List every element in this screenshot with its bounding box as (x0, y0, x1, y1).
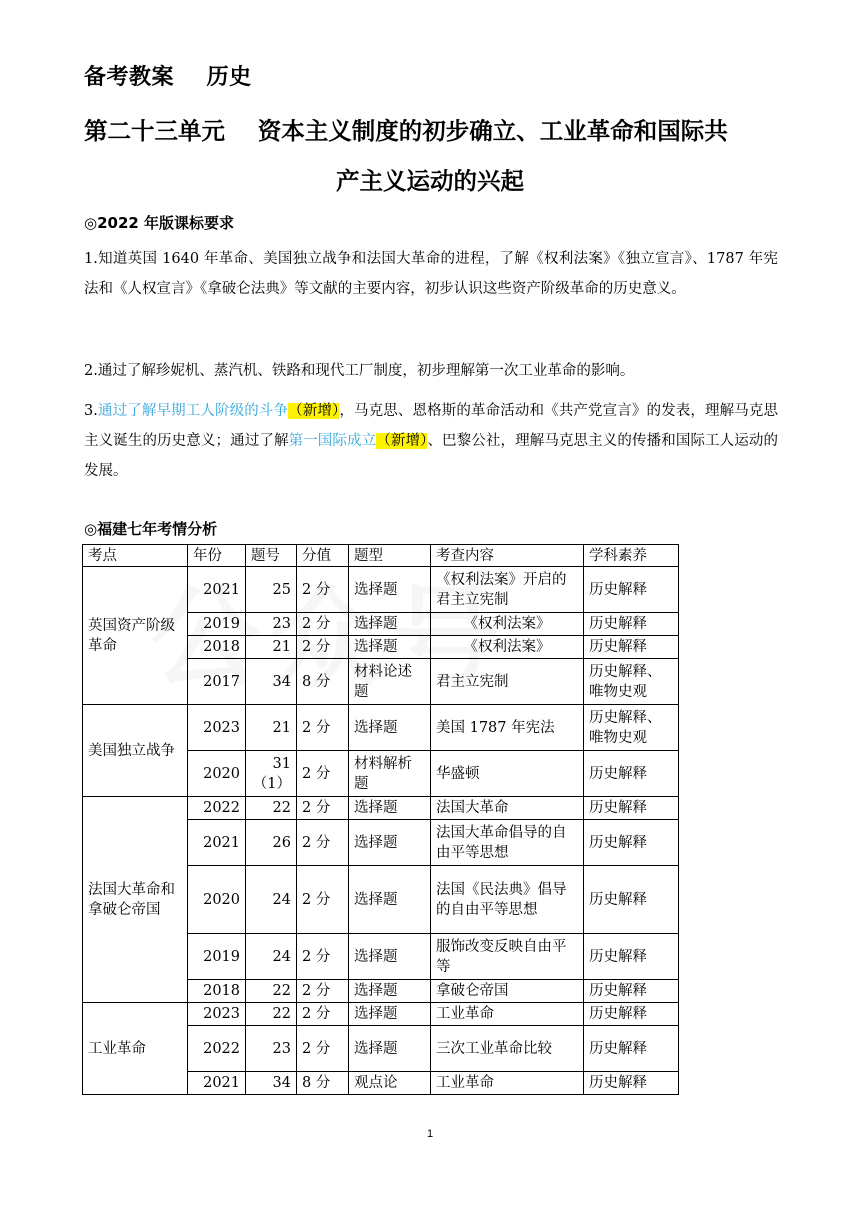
page-number: 1 (426, 1128, 434, 1140)
content-cell: 《权利法案》 (431, 613, 584, 636)
type-cell: 选择题 (349, 1026, 431, 1072)
number-cell: 34 (246, 1072, 297, 1095)
header-topic: 考点 (83, 545, 188, 567)
exam-analysis-table (82, 544, 679, 1095)
score-cell: 8 分 (297, 659, 349, 705)
type-cell: 选择题 (349, 797, 431, 820)
content-cell: 三次工业革命比较 (431, 1026, 584, 1072)
topic-cell: 英国资产阶级革命 (83, 567, 188, 705)
req3-text-2: 、巴黎公社，理解马克思主义的传播和国际工人运动的发展。 (84, 433, 779, 479)
content-cell: 拿破仑帝国 (431, 980, 584, 1003)
number-cell: 26 (246, 820, 297, 866)
score-cell: 2 分 (297, 1026, 349, 1072)
type-cell: 选择题 (349, 567, 431, 613)
literacy-cell: 历史解释 (584, 797, 679, 820)
year-cell: 2021 (188, 820, 246, 866)
type-cell: 选择题 (349, 820, 431, 866)
number-cell: 23 (246, 613, 297, 636)
requirement-1: 1.知道英国 1640 年革命、美国独立战争和法国大革命的进程，了解《权利法案》《独立宣言》、1787 年宪法和《人权宣言》《拿破仑法典》等文献的主要内容，初步认识这些资产阶级革命的历史意义。 (84, 251, 778, 297)
year-cell: 2017 (188, 659, 246, 705)
literacy-cell: 历史解释、唯物史观 (584, 705, 679, 751)
content-cell: 华盛顿 (431, 751, 584, 797)
content-cell: 工业革命 (431, 1003, 584, 1026)
year-cell: 2020 (188, 751, 246, 797)
content-cell: 美国 1787 年宪法 (431, 705, 584, 751)
table-row (83, 705, 679, 751)
literacy-cell: 历史解释 (584, 866, 679, 934)
content-cell: 法国《民法典》倡导的自由平等思想 (431, 866, 584, 934)
type-cell: 选择题 (349, 636, 431, 659)
type-cell: 选择题 (349, 934, 431, 980)
table-row (83, 567, 679, 613)
unit-title-line1: 第二十三单元 资本主义制度的初步确立、工业革命和国际共 (84, 117, 728, 145)
topic-cell: 法国大革命和拿破仑帝国 (83, 797, 188, 1003)
requirement-2: 2.通过了解珍妮机、蒸汽机、铁路和现代工厂制度，初步理解第一次工业革命的影响。 (84, 363, 635, 379)
literacy-cell: 历史解释 (584, 1072, 679, 1095)
req3-prefix: 3. (84, 403, 98, 419)
score-cell: 2 分 (297, 820, 349, 866)
score-cell: 2 分 (297, 613, 349, 636)
score-cell: 2 分 (297, 797, 349, 820)
type-cell: 选择题 (349, 980, 431, 1003)
year-cell: 2023 (188, 1003, 246, 1026)
number-cell: 22 (246, 1003, 297, 1026)
header-literacy: 学科素养 (584, 545, 679, 567)
header-score: 分值 (297, 545, 349, 567)
req3-new-tag-2: （新增） (376, 433, 428, 449)
score-cell: 2 分 (297, 751, 349, 797)
content-cell: 《权利法案》开启的君主立宪制 (431, 567, 584, 613)
literacy-cell: 历史解释 (584, 636, 679, 659)
unit-title-line2: 产主义运动的兴起 (336, 167, 524, 195)
literacy-cell: 历史解释 (584, 751, 679, 797)
table-header-row (83, 545, 679, 567)
score-cell: 8 分 (297, 1072, 349, 1095)
number-cell: 22 (246, 797, 297, 820)
req3-new-topic-1: 通过了解早期工人阶级的斗争 (97, 403, 289, 419)
number-cell: 24 (246, 934, 297, 980)
number-cell: 25 (246, 567, 297, 613)
req3-text-1: ，马克思、恩格斯的革命活动和《共产党宣言》的发表，理解马克思主义诞生的历史意义；通过了解 (84, 403, 779, 449)
score-cell: 2 分 (297, 567, 349, 613)
topic-cell: 美国独立战争 (83, 705, 188, 797)
content-cell: 工业革命 (431, 1072, 584, 1095)
number-cell: 34 (246, 659, 297, 705)
literacy-cell: 历史解释 (584, 567, 679, 613)
content-cell: 法国大革命 (431, 797, 584, 820)
literacy-cell: 历史解释 (584, 934, 679, 980)
type-cell: 选择题 (349, 613, 431, 636)
score-cell: 2 分 (297, 1003, 349, 1026)
content-cell: 君主立宪制 (431, 659, 584, 705)
topic-cell: 工业革命 (83, 1003, 188, 1095)
year-cell: 2018 (188, 636, 246, 659)
doc-header: 备考教案 历史 (84, 65, 252, 90)
type-cell: 材料解析题 (349, 751, 431, 797)
year-cell: 2019 (188, 934, 246, 980)
literacy-cell: 历史解释 (584, 820, 679, 866)
number-cell: 24 (246, 866, 297, 934)
year-cell: 2022 (188, 1026, 246, 1072)
score-cell: 2 分 (297, 934, 349, 980)
type-cell: 材料论述题 (349, 659, 431, 705)
table-row (83, 1003, 679, 1026)
req3-new-tag-1: （新增） (288, 403, 340, 419)
year-cell: 2018 (188, 980, 246, 1003)
header-content: 考查内容 (431, 545, 584, 567)
type-cell: 选择题 (349, 1003, 431, 1026)
table-row (83, 797, 679, 820)
year-cell: 2023 (188, 705, 246, 751)
number-cell: 23 (246, 1026, 297, 1072)
literacy-cell: 历史解释 (584, 980, 679, 1003)
content-cell: 《权利法案》 (431, 636, 584, 659)
literacy-cell: 历史解释 (584, 613, 679, 636)
header-type: 题型 (349, 545, 431, 567)
number-cell: 21 (246, 636, 297, 659)
requirement-3 (84, 396, 778, 486)
type-cell: 选择题 (349, 705, 431, 751)
header-question-no: 题号 (246, 545, 297, 567)
section-curriculum-title: ◎2022 年版课标要求 (84, 214, 235, 232)
score-cell: 2 分 (297, 705, 349, 751)
section-exam-analysis-title: ◎福建七年考情分析 (84, 520, 218, 538)
year-cell: 2021 (188, 1072, 246, 1095)
type-cell: 观点论 (349, 1072, 431, 1095)
content-cell: 法国大革命倡导的自由平等思想 (431, 820, 584, 866)
year-cell: 2020 (188, 866, 246, 934)
number-cell: 31（1） (246, 751, 297, 797)
score-cell: 2 分 (297, 980, 349, 1003)
literacy-cell: 历史解释 (584, 1003, 679, 1026)
content-cell: 服饰改变反映自由平等 (431, 934, 584, 980)
literacy-cell: 历史解释 (584, 1026, 679, 1072)
number-cell: 22 (246, 980, 297, 1003)
year-cell: 2022 (188, 797, 246, 820)
type-cell: 选择题 (349, 866, 431, 934)
score-cell: 2 分 (297, 636, 349, 659)
number-cell: 21 (246, 705, 297, 751)
literacy-cell: 历史解释、唯物史观 (584, 659, 679, 705)
year-cell: 2019 (188, 613, 246, 636)
header-year: 年份 (188, 545, 246, 567)
year-cell: 2021 (188, 567, 246, 613)
score-cell: 2 分 (297, 866, 349, 934)
req3-new-topic-2: 第一国际成立 (288, 433, 377, 449)
